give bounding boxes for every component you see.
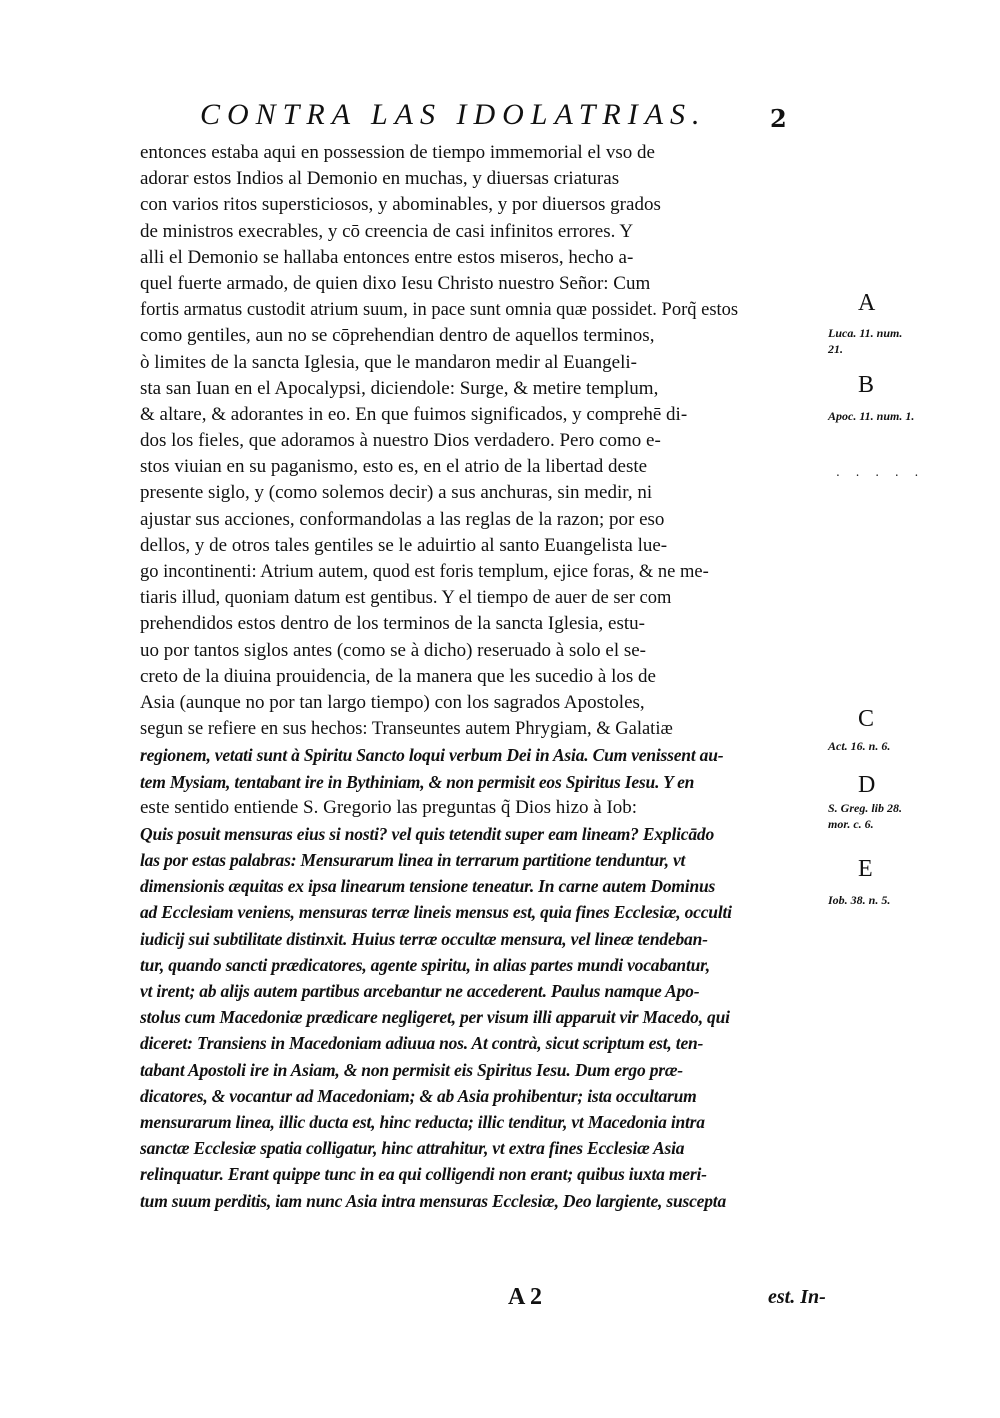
text-line: sanctæ Ecclesiæ spatia colligatur, hinc attrahitur, vt extra fines Ecclesiæ Asia [140, 1138, 685, 1159]
text-line: de ministros execrables, y cō creencia de casi infinitos errores. Y [140, 220, 634, 242]
signature-mark: A 2 [508, 1284, 543, 1310]
text-line: tum suum perditis, iam nunc Asia intra mensuras Ecclesiæ, Deo largiente, suscepta [140, 1190, 727, 1211]
text-line: & altare, & adorantes in eo. En que fuimos significados, y comprehē di- [140, 403, 688, 425]
margin-note-greg: S. Greg. lib 28. mor. c. 6. [828, 801, 903, 831]
text-line: ad Ecclesiam veniens, mensuras terræ lineis mensus est, quia fines Ecclesiæ, occulti [140, 902, 732, 923]
text-line: tur, quando sancti prædicatores, agente spiritu, in alias partes mundi vocabantur, [140, 954, 710, 975]
text-line: presente siglo, y (como solemos decir) a sus anchuras, sin medir, ni [140, 482, 653, 504]
text-line: quel fuerte armado, de quien dixo Iesu Christo nuestro Señor: Cum [140, 272, 651, 294]
margin-note-iob: Iob. 38. n. 5. [828, 893, 891, 907]
text-line: dos los fieles, que adoramos à nuestro Dios verdadero. Pero como e- [140, 430, 661, 452]
text-line: sta san Iuan en el Apocalypsi, diciendole: Surge, & metire templum, [140, 377, 659, 399]
text-line: prehendidos estos dentro de los terminos de la sancta Iglesia, estu- [140, 613, 645, 635]
margin-note-act: Act. 16. n. 6. [828, 739, 891, 753]
text-line: ajustar sus acciones, conformandolas a las reglas de la razon; por eso [140, 508, 665, 530]
text-line: go incontinenti: Atrium autem, quod est foris templum, ejice foras, & ne me- [140, 562, 709, 582]
text-line: vt irent; ab alijs autem partibus arcebantur ne accederent. Paulus namque Apo- [140, 981, 700, 1001]
text-line: ò limites de la sancta Iglesia, que le mandaron medir al Euangeli- [140, 351, 637, 373]
text-line: Quis posuit mensuras eius si nosti? vel quis tetendit super eam lineam? Explicādo [140, 823, 715, 844]
margin-letter-e: E [858, 856, 873, 882]
text-line: este sentido entiende S. Gregorio las preguntas q̃ Dios hizo à Iob: [140, 796, 638, 818]
text-line: stolus cum Macedoniæ prædicare negligeret, per visum illi apparuit vir Macedo, qui [140, 1007, 730, 1028]
text-line: mensurarum linea, illic ducta est, hinc reducta; illic tenditur, vt Macedonia intra [140, 1111, 705, 1132]
text-line: tabant Apostoli ire in Asiam, & non permisit eis Spiritus Iesu. Dum ergo præ- [140, 1059, 683, 1080]
text-line: regionem, vetati sunt à Spiritu Sancto loqui verbum Dei in Asia. Cum venissent au- [140, 745, 724, 766]
text-line: tem Mysiam, tentabant ire in Bythiniam, & non permisit eos Spiritus Iesu. Y en [140, 771, 695, 792]
text-line: dicatores, & vocantur ad Macedoniam; & ab Asia prohibentur; ista occultarum [140, 1085, 697, 1106]
catchword: est. In- [768, 1286, 826, 1308]
margin-note-luca: Luca. 11. num. 21. [828, 326, 903, 356]
text-line: adorar estos Indios al Demonio en muchas, y diuersas criaturas [140, 168, 620, 190]
running-title: CONTRA LAS IDOLATRIAS. [200, 98, 707, 131]
margin-letter-c: C [858, 706, 875, 732]
text-line: las por estas palabras: Mensurarum linea in terrarum partitione tenduntur, vt [140, 850, 686, 871]
text-line: alli el Demonio se hallaba entonces entre estos miseros, hecho a- [140, 246, 634, 268]
margin-dots: . . . . . [836, 465, 925, 479]
text-line: diceret: Transiens in Macedoniam adiuua nos. At contrà, sicut scriptum est, ten- [140, 1033, 704, 1054]
page-number: 2 [770, 104, 787, 133]
margin-letter-d: D [858, 772, 876, 798]
margin-note-apoc: Apoc. 11. num. 1. [828, 409, 915, 423]
text-line: con varios ritos supersticiosos, y abominables, y por diuersos grados [140, 194, 661, 216]
text-line: dimensionis æquitas ex ipsa linearum tensione teneatur. In carne autem Dominus [140, 876, 716, 897]
text-line: relinquatur. Erant quippe tunc in ea qui colligendi non erant; quibus iuxta meri- [140, 1164, 707, 1185]
body-text [140, 140, 830, 1214]
text-line: creto de la diuina prouidencia, de la manera que les sucedio à los de [140, 665, 656, 687]
text-line: fortis armatus custodit atrium suum, in pace sunt omnia quæ possidet. Porq̃ estos [140, 300, 739, 321]
text-line: segun se refiere en sus hechos: Transeuntes autem Phrygiam, & Galatiæ [140, 719, 673, 740]
text-line: uo por tantos siglos antes (como se à dicho) reseruado à solo el se- [140, 639, 647, 661]
text-line: dellos, y de otros tales gentiles se le aduirtio al santo Euangelista lue- [140, 534, 668, 556]
text-line: como gentiles, aun no se cōprehendian dentro de aquellos terminos, [140, 325, 655, 347]
margin-letter-b: B [858, 372, 875, 398]
text-line: entonces estaba aqui en possession de tiempo immemorial el vso de [140, 142, 655, 163]
text-line: tiaris illud, quoniam datum est gentibus. Y el tiempo de auer de ser com [140, 588, 672, 609]
text-line: iudicij sui subtilitate distinxit. Huius terræ occultæ mensura, vel lineæ tendeban- [140, 928, 708, 949]
margin-letter-a: A [858, 290, 876, 316]
text-line: Asia (aunque no por tan largo tiempo) con los sagrados Apostoles, [140, 691, 645, 713]
text-line: stos viuian en su paganismo, esto es, en el atrio de la libertad deste [140, 456, 648, 478]
